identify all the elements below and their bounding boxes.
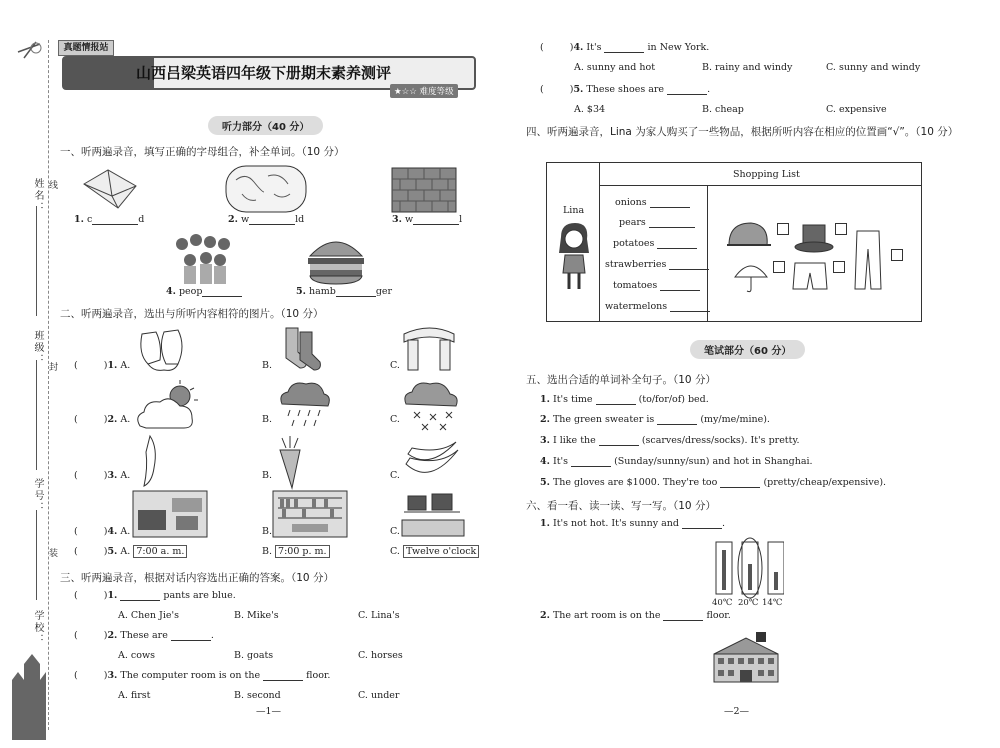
time-option-c: Twelve o'clock: [403, 545, 479, 558]
s3-q1-b: B. Mike's: [234, 610, 279, 621]
writing-section-title: 笔试部分（60 分）: [690, 340, 805, 359]
answer-blank[interactable]: [669, 269, 709, 270]
answer-blank[interactable]: [649, 227, 695, 228]
s3-q4-c: C. sunny and windy: [826, 62, 921, 73]
s2-row-1: ( )1. A.: [74, 360, 131, 371]
answer-blank[interactable]: [663, 620, 703, 621]
s2-row-2: ( )2. A.: [74, 414, 131, 425]
answer-blank[interactable]: [571, 466, 611, 467]
item-pears: pears: [619, 217, 695, 228]
answer-blank[interactable]: [599, 445, 639, 446]
section3-heading: 三、听两遍录音，根据对话内容选出正确的答案。（10 分）: [60, 572, 334, 584]
s1-item-1: 1. c d: [74, 214, 145, 225]
s3-q5-c: C. expensive: [826, 104, 887, 115]
binding-gutter: [0, 0, 58, 748]
s3-q2-b: B. goats: [234, 650, 274, 661]
s3-q2-c: C. horses: [358, 650, 403, 661]
card-envelope-icon: [78, 166, 144, 212]
answer-blank[interactable]: [92, 224, 138, 225]
s1-item-5: 5. hamb ger: [296, 286, 393, 297]
checkbox-cap[interactable]: [777, 223, 789, 235]
section6-heading: 六、看一看、读一读、写一写。（10 分）: [526, 500, 716, 512]
temp-label-3: 14℃: [762, 598, 783, 608]
school-label: 学校：: [32, 610, 43, 646]
student-id-label: 学号：: [32, 478, 43, 514]
class-line: [36, 360, 37, 470]
s2-row-4-c: C.: [390, 526, 400, 537]
s1-item-2: 2. w ld: [228, 214, 305, 225]
page-number-1: —1—: [256, 706, 282, 717]
s3-q3-c: C. under: [358, 690, 400, 701]
s3-q2: ( )2. These are .: [74, 630, 214, 641]
answer-blank[interactable]: [660, 290, 700, 291]
class-label: 班级：: [32, 330, 43, 366]
page-title: 山西吕梁英语四年级下册期末素养测评: [136, 64, 392, 82]
s2-row-5-c: C. Twelve o'clock: [390, 546, 479, 557]
person-name: Lina: [563, 205, 585, 216]
item-watermelons: watermelons: [605, 301, 710, 312]
answer-blank[interactable]: [720, 487, 760, 488]
checkbox-shorts[interactable]: [833, 261, 845, 273]
thermometers-icon: [712, 536, 784, 600]
s2-row-1-c: C.: [390, 360, 400, 371]
cap-icon: [725, 219, 773, 255]
music-room-icon: [132, 490, 208, 538]
s2-row-3-b: B.: [262, 470, 273, 481]
s3-q1-c: C. Lina's: [358, 610, 400, 621]
answer-blank[interactable]: [657, 248, 697, 249]
listening-section-title: 听力部分（40 分）: [208, 116, 323, 135]
s5-item-4: 4. It's (Sunday/sunny/sun) and hot in Shanghai.: [540, 456, 813, 467]
answer-blank[interactable]: [263, 680, 303, 681]
socks-icon: [276, 324, 326, 374]
flower-icon: [14, 38, 44, 66]
answer-blank[interactable]: [336, 296, 376, 297]
answer-blank[interactable]: [604, 52, 644, 53]
shopping-list-title: Shopping List: [733, 169, 800, 180]
carrot-icon: [272, 434, 306, 490]
temp-label-2: 20℃: [738, 598, 759, 608]
s1-item-3: 3. w l: [392, 214, 463, 225]
s2-row-2-b: B.: [262, 414, 273, 425]
s2-row-5: ( )5. A. 7:00 a. m.: [74, 546, 187, 557]
answer-blank[interactable]: [657, 424, 697, 425]
answer-blank[interactable]: [670, 311, 710, 312]
people-group-icon: [172, 232, 238, 286]
s5-item-1: 1. It's time (to/for/of) bed.: [540, 394, 709, 405]
s1-item-4: 4. peop: [166, 286, 242, 297]
s2-row-3: ( )3. A.: [74, 470, 131, 481]
s3-q4: ( )4. It's in New York.: [540, 42, 710, 53]
answer-blank[interactable]: [171, 640, 211, 641]
s6-q2: 2. The art room is on the floor.: [540, 610, 731, 621]
section4-heading: 四、听两遍录音，Lina 为家人购买了一些物品，根据所听内容在相应的位置画“√”。（10 分）: [526, 126, 959, 138]
computer-room-icon: [400, 490, 466, 538]
cloudy-sunny-icon: [132, 378, 204, 432]
answer-blank[interactable]: [202, 296, 242, 297]
time-option-b: 7:00 p. m.: [275, 545, 330, 558]
s3-q5-a: A. $34: [574, 104, 606, 115]
s5-item-5: 5. The gloves are $1000. They're too (pretty/cheap/expensive).: [540, 477, 887, 488]
green-bean-icon: [136, 432, 170, 490]
item-strawberries: strawberries: [605, 259, 709, 270]
s2-row-1-b: B.: [262, 360, 273, 371]
s3-q3-b: B. second: [234, 690, 281, 701]
s2-row-4-b: B.: [262, 526, 273, 537]
seal-mark: 封: [47, 362, 57, 373]
s3-q5-b: B. cheap: [702, 104, 744, 115]
s3-q5: ( )5. These shoes are .: [540, 84, 711, 95]
bananas-icon: [400, 436, 462, 488]
difficulty-badge: ★☆☆ 难度等级: [390, 84, 458, 98]
s3-q2-a: A. cows: [118, 650, 155, 661]
rainy-icon: [276, 376, 332, 432]
hamburger-icon: [304, 234, 368, 286]
world-map-icon: [224, 164, 308, 214]
brick-wall-icon: [390, 164, 458, 214]
name-label: 姓名：: [32, 178, 43, 214]
s2-row-4: ( )4. A.: [74, 526, 131, 537]
s3-q1-a: A. Chen Jie's: [118, 610, 180, 621]
s3-q4-a: A. sunny and hot: [574, 62, 656, 73]
checkbox-hat[interactable]: [835, 223, 847, 235]
answer-blank[interactable]: [413, 224, 459, 225]
bind-mark: 装: [47, 548, 57, 559]
school-building-icon: [706, 630, 786, 686]
mittens-icon: [134, 324, 190, 374]
scarf-icon: [400, 322, 458, 372]
section5-heading: 五、选出合适的单词补全句子。（10 分）: [526, 374, 716, 386]
time-option-a: 7:00 a. m.: [133, 545, 187, 558]
umbrella-icon: [733, 259, 769, 295]
item-tomatoes: tomatoes: [613, 280, 700, 291]
girl-lina-icon: [555, 221, 593, 293]
id-line: [36, 510, 37, 600]
page-number-2: —2—: [724, 706, 750, 717]
s3-q4-b: B. rainy and windy: [702, 62, 793, 73]
snowy-icon: [400, 376, 462, 434]
section2-heading: 二、听两遍录音，选出与所听内容相符的图片。（10 分）: [60, 308, 324, 320]
temp-label-1: 40℃: [712, 598, 733, 608]
s2-row-2-c: C.: [390, 414, 400, 425]
s3-q1: ( )1. pants are blue.: [74, 590, 236, 601]
answer-blank[interactable]: [249, 224, 295, 225]
castle-decoration-icon: [10, 650, 50, 740]
shorts-icon: [791, 259, 829, 293]
answer-blank[interactable]: [596, 404, 636, 405]
library-icon: [272, 490, 348, 538]
pants-icon: [851, 229, 885, 291]
answer-blank[interactable]: [667, 94, 707, 95]
tag-label: 真题情报站: [58, 40, 114, 56]
shopping-list-table: [546, 162, 922, 322]
top-hat-icon: [793, 221, 835, 255]
s2-row-3-c: C.: [390, 470, 400, 481]
answer-blank[interactable]: [120, 600, 160, 601]
s3-q3-a: A. first: [118, 690, 151, 701]
s2-row-5-b: B. 7:00 p. m.: [262, 546, 330, 557]
item-onions: onions: [615, 197, 690, 208]
section1-heading: 一、听两遍录音，填写正确的字母组合，补全单词。（10 分）: [60, 146, 345, 158]
s5-item-2: 2. The green sweater is (my/me/mine).: [540, 414, 770, 425]
s5-item-3: 3. I like the (scarves/dress/socks). It's pretty.: [540, 435, 800, 446]
checkbox-pants[interactable]: [891, 249, 903, 261]
line-mark: 线: [47, 180, 57, 191]
s6-q1: 1. It's not hot. It's sunny and .: [540, 518, 726, 529]
checkbox-umbrella[interactable]: [773, 261, 785, 273]
answer-blank[interactable]: [682, 528, 722, 529]
answer-blank[interactable]: [650, 207, 690, 208]
name-line: [36, 206, 37, 316]
s3-q3: ( )3. The computer room is on the floor.: [74, 670, 331, 681]
item-potatoes: potatoes: [613, 238, 697, 249]
